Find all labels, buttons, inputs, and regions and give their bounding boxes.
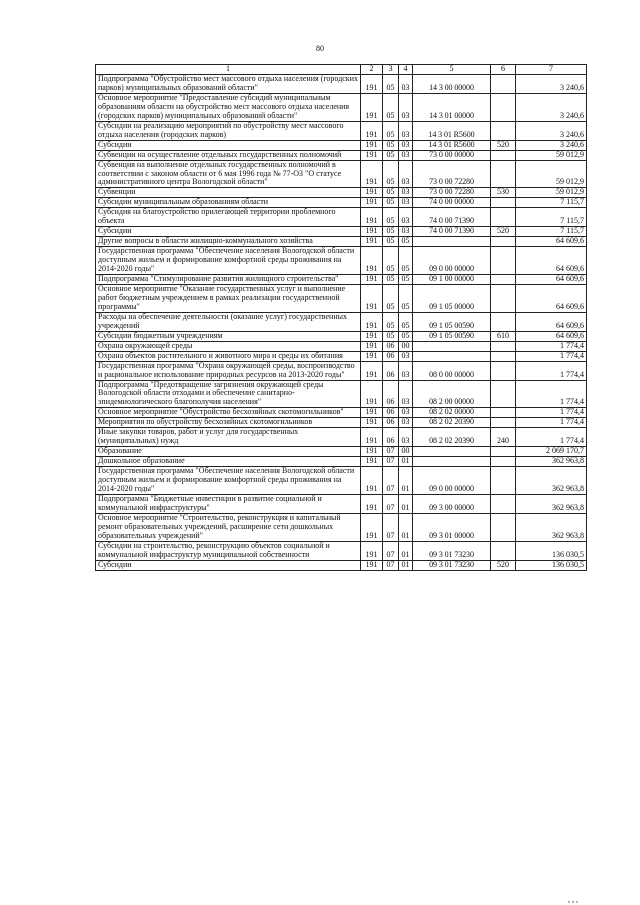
section-code: 05 <box>383 198 399 208</box>
ministry-code: 191 <box>361 361 383 380</box>
expense-type-code: 520 <box>491 140 516 150</box>
row-name: Подпрограмма "Стимулирование развития жилищного строительства" <box>96 275 361 285</box>
subsection-code: 01 <box>399 457 413 467</box>
expense-type-code: 520 <box>491 227 516 237</box>
amount: 3 240,6 <box>516 140 587 150</box>
target-article-code <box>413 351 491 361</box>
target-article-code: 09 1 00 00000 <box>413 275 491 285</box>
target-article-code <box>413 457 491 467</box>
table-row <box>96 513 587 541</box>
expense-type-code <box>491 341 516 351</box>
amount: 64 609,6 <box>516 247 587 275</box>
table-row <box>96 247 587 275</box>
table-row <box>96 140 587 150</box>
ministry-code: 191 <box>361 418 383 428</box>
table-row <box>96 75 587 94</box>
table-row <box>96 312 587 331</box>
amount: 1 774,4 <box>516 428 587 447</box>
row-name: Охрана объектов растительного и животного мира и среды их обитания <box>96 351 361 361</box>
header-cell: 4 <box>399 65 413 75</box>
section-code: 05 <box>383 75 399 94</box>
ministry-code: 191 <box>361 275 383 285</box>
subsection-code: 03 <box>399 150 413 160</box>
target-article-code: 09 3 00 00000 <box>413 494 491 513</box>
expense-type-code <box>491 160 516 188</box>
row-name: Субсидия на благоустройство прилегающей территории проблемного объекта <box>96 208 361 227</box>
expense-type-code: 530 <box>491 188 516 198</box>
table-row <box>96 208 587 227</box>
section-code: 07 <box>383 457 399 467</box>
header-cell: 3 <box>383 65 399 75</box>
row-name: Субсидии бюджетным учреждениям <box>96 331 361 341</box>
target-article-code: 08 0 00 00000 <box>413 361 491 380</box>
section-code: 06 <box>383 428 399 447</box>
ministry-code: 191 <box>361 341 383 351</box>
amount: 136 030,5 <box>516 560 587 570</box>
expense-type-code <box>491 380 516 408</box>
ministry-code: 191 <box>361 351 383 361</box>
ministry-code: 191 <box>361 160 383 188</box>
expense-type-code <box>491 150 516 160</box>
header-cell: 5 <box>413 65 491 75</box>
ministry-code: 191 <box>361 284 383 312</box>
row-name: Государственная программа "Обеспечение населения Вологодской области доступным жильем и формирование комфортной среды проживания на 2014-2020 годы" <box>96 247 361 275</box>
subsection-code: 03 <box>399 428 413 447</box>
subsection-code: 03 <box>399 380 413 408</box>
budget-table <box>95 64 587 571</box>
ministry-code: 191 <box>361 331 383 341</box>
target-article-code: 14 3 01 R5600 <box>413 121 491 140</box>
target-article-code: 09 3 01 00000 <box>413 513 491 541</box>
expense-type-code <box>491 408 516 418</box>
subsection-code: 05 <box>399 284 413 312</box>
subsection-code: 03 <box>399 227 413 237</box>
amount: 3 240,6 <box>516 75 587 94</box>
table-row <box>96 457 587 467</box>
ministry-code: 191 <box>361 560 383 570</box>
row-name: Субсидии муниципальным образованиям области <box>96 198 361 208</box>
ministry-code: 191 <box>361 467 383 495</box>
row-name: Подпрограмма "Обустройство мест массового отдыха населения (городских парков) муниципальных образований области" <box>96 75 361 94</box>
ministry-code: 191 <box>361 75 383 94</box>
amount: 362 963,8 <box>516 494 587 513</box>
row-name: Субсидии <box>96 560 361 570</box>
section-code: 06 <box>383 408 399 418</box>
amount: 3 240,6 <box>516 121 587 140</box>
subsection-code: 05 <box>399 247 413 275</box>
amount: 362 963,8 <box>516 467 587 495</box>
expense-type-code <box>491 208 516 227</box>
section-code: 05 <box>383 150 399 160</box>
subsection-code: 05 <box>399 237 413 247</box>
subsection-code: 03 <box>399 351 413 361</box>
table-row <box>96 237 587 247</box>
table-row <box>96 380 587 408</box>
expense-type-code <box>491 237 516 247</box>
target-article-code: 09 1 05 00590 <box>413 312 491 331</box>
row-name: Основное мероприятие "Предоставление субсидий муниципальным образованиям области на обустройство мест массового отдыха населения (городских парков) муниципальных образований области" <box>96 93 361 121</box>
subsection-code: 03 <box>399 160 413 188</box>
section-code: 05 <box>383 237 399 247</box>
expense-type-code <box>491 93 516 121</box>
expense-type-code: 240 <box>491 428 516 447</box>
row-name: Основное мероприятие "Оказание государственных услуг и выполнение работ бюджетным учреждением в рамках реализации государственной программы" <box>96 284 361 312</box>
ministry-code: 191 <box>361 447 383 457</box>
row-name: Субсидии на строительство, реконструкцию объектов социальной и коммунальной инфраструктур муниципальной собственности <box>96 541 361 560</box>
ministry-code: 191 <box>361 121 383 140</box>
row-name: Охрана окружающей среды <box>96 341 361 351</box>
target-article-code: 09 1 05 00590 <box>413 331 491 341</box>
row-name: Субсидии на реализацию мероприятий по обустройству мест массового отдыха населения (городских парков) <box>96 121 361 140</box>
subsection-code: 03 <box>399 408 413 418</box>
header-cell: 1 <box>96 65 361 75</box>
expense-type-code <box>491 447 516 457</box>
target-article-code: 14 3 01 R5600 <box>413 140 491 150</box>
ministry-code: 191 <box>361 237 383 247</box>
expense-type-code: 520 <box>491 560 516 570</box>
subsection-code: 00 <box>399 447 413 457</box>
ministry-code: 191 <box>361 541 383 560</box>
amount: 64 609,6 <box>516 312 587 331</box>
ministry-code: 191 <box>361 312 383 331</box>
header-row <box>96 65 587 75</box>
amount: 64 609,6 <box>516 237 587 247</box>
section-code: 05 <box>383 331 399 341</box>
target-article-code: 14 3 00 00000 <box>413 75 491 94</box>
table-row <box>96 351 587 361</box>
expense-type-code <box>491 198 516 208</box>
table-row <box>96 418 587 428</box>
table-row <box>96 188 587 198</box>
section-code: 05 <box>383 93 399 121</box>
amount: 136 030,5 <box>516 541 587 560</box>
section-code: 07 <box>383 560 399 570</box>
amount: 64 609,6 <box>516 331 587 341</box>
subsection-code: 03 <box>399 121 413 140</box>
subsection-code: 03 <box>399 93 413 121</box>
section-code: 07 <box>383 541 399 560</box>
table-row <box>96 227 587 237</box>
amount: 7 115,7 <box>516 227 587 237</box>
row-name: Субвенции на осуществление отдельных государственных полномочий <box>96 150 361 160</box>
ministry-code: 191 <box>361 408 383 418</box>
row-name: Мероприятия по обустройству бесхозяйных скотомогильников <box>96 418 361 428</box>
amount: 362 963,8 <box>516 513 587 541</box>
table-row <box>96 408 587 418</box>
table-row <box>96 198 587 208</box>
row-name: Основное мероприятие "Обустройство бесхозяйных скотомогильников" <box>96 408 361 418</box>
target-article-code: 74 0 00 71390 <box>413 208 491 227</box>
amount: 1 774,4 <box>516 341 587 351</box>
section-code: 06 <box>383 418 399 428</box>
section-code: 06 <box>383 341 399 351</box>
header-cell: 6 <box>491 65 516 75</box>
amount: 362 963,8 <box>516 457 587 467</box>
expense-type-code <box>491 351 516 361</box>
subsection-code: 03 <box>399 140 413 150</box>
subsection-code: 00 <box>399 341 413 351</box>
amount: 3 240,6 <box>516 93 587 121</box>
subsection-code: 01 <box>399 513 413 541</box>
header-cell: 7 <box>516 65 587 75</box>
section-code: 07 <box>383 467 399 495</box>
subsection-code: 03 <box>399 418 413 428</box>
amount: 2 069 170,7 <box>516 447 587 457</box>
ministry-code: 191 <box>361 247 383 275</box>
section-code: 05 <box>383 247 399 275</box>
section-code: 05 <box>383 208 399 227</box>
table-row <box>96 494 587 513</box>
section-code: 07 <box>383 494 399 513</box>
row-name: Субвенции <box>96 188 361 198</box>
row-name: Основное мероприятие "Строительство, реконструкция и капитальный ремонт образовательных учреждений, расширение сети дошкольных образовательных учреждений" <box>96 513 361 541</box>
section-code: 06 <box>383 380 399 408</box>
target-article-code: 09 0 00 00000 <box>413 467 491 495</box>
target-article-code: 73 0 00 00000 <box>413 150 491 160</box>
expense-type-code <box>491 467 516 495</box>
expense-type-code <box>491 361 516 380</box>
section-code: 05 <box>383 160 399 188</box>
header-cell: 2 <box>361 65 383 75</box>
target-article-code: 08 2 02 00000 <box>413 408 491 418</box>
section-code: 05 <box>383 121 399 140</box>
row-name: Расходы на обеспечение деятельности (оказание услуг) государственных учреждений <box>96 312 361 331</box>
amount: 59 012,9 <box>516 188 587 198</box>
expense-type-code <box>491 121 516 140</box>
target-article-code: 09 3 01 73230 <box>413 560 491 570</box>
ministry-code: 191 <box>361 140 383 150</box>
expense-type-code <box>491 494 516 513</box>
table-row <box>96 331 587 341</box>
expense-type-code <box>491 312 516 331</box>
row-name: Подпрограмма "Бюджетные инвестиции в развитие социальной и коммунальной инфраструктуры" <box>96 494 361 513</box>
target-article-code: 09 3 01 73230 <box>413 541 491 560</box>
section-code: 05 <box>383 227 399 237</box>
expense-type-code <box>491 247 516 275</box>
amount: 1 774,4 <box>516 418 587 428</box>
row-name: Субвенция на выполнение отдельных государственных полномочий в соответствии с законом области от 6 мая 1996 года № 77-ОЗ "О статусе административного центра Вологодской области" <box>96 160 361 188</box>
ministry-code: 191 <box>361 198 383 208</box>
target-article-code <box>413 447 491 457</box>
subsection-code: 03 <box>399 188 413 198</box>
table-row <box>96 160 587 188</box>
section-code: 05 <box>383 188 399 198</box>
ministry-code: 191 <box>361 457 383 467</box>
amount: 59 012,9 <box>516 160 587 188</box>
subsection-code: 01 <box>399 467 413 495</box>
table-row <box>96 560 587 570</box>
section-code: 06 <box>383 351 399 361</box>
row-name: Подпрограмма "Предотвращение загрязнения окружающей среды Вологодской области отходами и обеспечение санитарно-эпидемиологического благополучия населения" <box>96 380 361 408</box>
expense-type-code <box>491 75 516 94</box>
amount: 7 115,7 <box>516 198 587 208</box>
table-row <box>96 121 587 140</box>
table-row <box>96 275 587 285</box>
table-row <box>96 93 587 121</box>
subsection-code: 03 <box>399 208 413 227</box>
ministry-code: 191 <box>361 494 383 513</box>
target-article-code <box>413 237 491 247</box>
ministry-code: 191 <box>361 150 383 160</box>
expense-type-code <box>491 457 516 467</box>
table-row <box>96 341 587 351</box>
ministry-code: 191 <box>361 227 383 237</box>
amount: 64 609,6 <box>516 275 587 285</box>
section-code: 07 <box>383 513 399 541</box>
expense-type-code: 610 <box>491 331 516 341</box>
subsection-code: 05 <box>399 275 413 285</box>
subsection-code: 03 <box>399 361 413 380</box>
target-article-code: 08 2 02 20390 <box>413 428 491 447</box>
section-code: 05 <box>383 275 399 285</box>
amount: 1 774,4 <box>516 351 587 361</box>
expense-type-code <box>491 275 516 285</box>
expense-type-code <box>491 541 516 560</box>
table-row <box>96 150 587 160</box>
subsection-code: 03 <box>399 198 413 208</box>
amount: 7 115,7 <box>516 208 587 227</box>
subsection-code: 05 <box>399 312 413 331</box>
target-article-code: 08 2 00 00000 <box>413 380 491 408</box>
ministry-code: 191 <box>361 380 383 408</box>
row-name: Государственная программа "Охрана окружающей среды, воспроизводство и рациональное использование природных ресурсов на 2013-2020 годы" <box>96 361 361 380</box>
expense-type-code <box>491 418 516 428</box>
expense-type-code <box>491 513 516 541</box>
section-code: 06 <box>383 361 399 380</box>
ministry-code: 191 <box>361 93 383 121</box>
target-article-code: 74 0 00 71390 <box>413 227 491 237</box>
ministry-code: 191 <box>361 188 383 198</box>
subsection-code: 01 <box>399 560 413 570</box>
subsection-code: 01 <box>399 494 413 513</box>
target-article-code: 09 0 00 00000 <box>413 247 491 275</box>
ministry-code: 191 <box>361 208 383 227</box>
row-name: Субсидии <box>96 227 361 237</box>
ministry-code: 191 <box>361 428 383 447</box>
amount: 1 774,4 <box>516 361 587 380</box>
table-row <box>96 541 587 560</box>
section-code: 05 <box>383 312 399 331</box>
section-code: 05 <box>383 140 399 150</box>
target-article-code: 74 0 00 00000 <box>413 198 491 208</box>
subsection-code: 01 <box>399 541 413 560</box>
table-row <box>96 428 587 447</box>
row-name: Иные закупки товаров, работ и услуг для государственных (муниципальных) нужд <box>96 428 361 447</box>
table-row <box>96 447 587 457</box>
section-code: 07 <box>383 447 399 457</box>
row-name: Субсидии <box>96 140 361 150</box>
table-row <box>96 467 587 495</box>
row-name: Образование <box>96 447 361 457</box>
row-name: Государственная программа "Обеспечение населения Вологодской области доступным жильем и формирование комфортной среды проживания на 2014-2020 годы" <box>96 467 361 495</box>
expense-type-code <box>491 284 516 312</box>
amount: 1 774,4 <box>516 380 587 408</box>
page-number: 80 <box>316 44 324 53</box>
table-row <box>96 284 587 312</box>
ministry-code: 191 <box>361 513 383 541</box>
section-code: 05 <box>383 284 399 312</box>
target-article-code <box>413 341 491 351</box>
target-article-code: 14 3 01 00000 <box>413 93 491 121</box>
table-row <box>96 361 587 380</box>
subsection-code: 05 <box>399 331 413 341</box>
corner-mark: , , , <box>568 895 578 904</box>
amount: 59 012,9 <box>516 150 587 160</box>
target-article-code: 08 2 02 20390 <box>413 418 491 428</box>
amount: 64 609,6 <box>516 284 587 312</box>
row-name: Другие вопросы в области жилищно-коммунального хозяйства <box>96 237 361 247</box>
target-article-code: 73 0 00 72280 <box>413 188 491 198</box>
row-name: Дошкольное образование <box>96 457 361 467</box>
target-article-code: 09 1 05 00000 <box>413 284 491 312</box>
subsection-code: 03 <box>399 75 413 94</box>
target-article-code: 73 0 00 72280 <box>413 160 491 188</box>
amount: 1 774,4 <box>516 408 587 418</box>
